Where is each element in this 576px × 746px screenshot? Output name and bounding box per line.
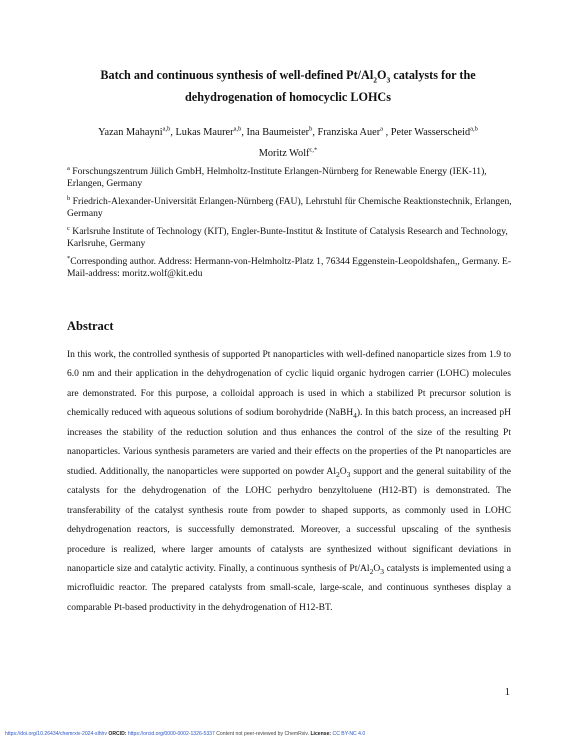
abstract-heading: Abstract <box>67 319 114 333</box>
preprint-footer <box>5 731 365 737</box>
abstract-text: In this work, the controlled synthesis of supported Pt nanoparticles with well-defined nanoparticle sizes from 1.9 to 6.0 nm and their application in the dehydrogenation of cyclic liquid organic hydrogen carrier (LOHC) molecules are demonstrated. For this purpose, a colloidal approach is used in which a stabilized Pt precursor solution is chemically reduced with aqueous solutions of sodium borohydride (NaBH$_4$). In this batch process, an increased pH increases the stability of the reduction solution and thus enhances the control of the size of the resulting Pt nanoparticles. Various synthesis parameters are varied and their effects on the properties of the Pt nanoparticles are studied. Additionally, the nanoparticles were supported on powder $Al_2O_3$ support and the general suitability of the catalysts for the dehydrogenation of the LOHC perhydro benzyltoluene (H12-BT) is demonstrated. The transferability of the catalyst synthesis route from powder to shaped supports, as commonly used in LOHC dehydrogenation reactors, is successfully demonstrated. Moreover, a successful upscaling of the synthesis procedure is realized, where larger amounts of catalysts are synthesized without significant deviations in nanoparticle size and catalytic activity. Finally, a continuous synthesis of $Pt/Al_2O_3$ catalysts is implemented using a microfluidic reactor. The prepared catalysts from small-scale, large-scale, and continuous syntheses display a comparable Pt-based productivity in the dehydrogenation of H12-BT. <box>67 349 511 613</box>
paper-title <box>60 64 516 108</box>
title-line-1: Batch and continuous synthesis of well-defined $Pt/Al_2O_3$ catalysts for the <box>100 68 476 85</box>
author-list <box>56 122 520 164</box>
orcid-link[interactable]: https://orcid.org/0000-0002-1326-5337 <box>127 731 215 737</box>
doi-link[interactable]: https://doi.org/10.26434/chemrxiv-2024-slhhv <box>5 731 107 737</box>
review-note: Content not peer-reviewed by ChemRxiv. <box>214 731 311 737</box>
author: Lukas Maurer$^{a,b}$, <box>175 125 247 138</box>
author: Yazan Mahayni$^{a,b}$, <box>98 125 176 138</box>
license-link[interactable]: CC BY-NC 4.0 <box>332 731 366 737</box>
author: Franziska Auer$^a$ , <box>317 125 391 138</box>
corresponding-author-note: *Corresponding author. Address: Hermann-von-Helmholtz-Platz 1, 76344 Eggenstein-Leopoldshafen,, Germany. E-Mail-address: moritz.wolf@kit.edu <box>67 254 512 279</box>
title-line-2: dehydrogenation of homocyclic LOHCs <box>185 90 391 104</box>
author-corresponding: Moritz Wolf$^{c,*}$ <box>258 146 318 159</box>
affiliation-c: $^c$ Karlsruhe Institute of Technology (KIT), Engler-Bunte-Institut & Institute of Catalysis Research and Technology, Karlsruhe, Germany <box>67 224 508 249</box>
affiliations <box>67 166 513 286</box>
affiliation-a: $^a$ Forschungszentrum Jülich GmbH, Helmholtz-Institute Erlangen-Nürnberg for Renewable Energy (IEK-11), Erlangen, Germany <box>67 164 487 189</box>
author: Ina Baumeister$^b$, <box>246 125 318 138</box>
license-label: License: <box>310 731 332 737</box>
orcid-label: ORCID: <box>108 731 127 737</box>
affiliation-b: $^b$ Friedrich-Alexander-Universität Erlangen-Nürnberg (FAU), Lehrstuhl für Chemische Reaktionstechnik, Erlangen, Germany <box>67 194 512 219</box>
page-number: 1 <box>504 687 510 698</box>
author: Peter Wasserscheid$^{a,b}$ <box>390 125 478 138</box>
